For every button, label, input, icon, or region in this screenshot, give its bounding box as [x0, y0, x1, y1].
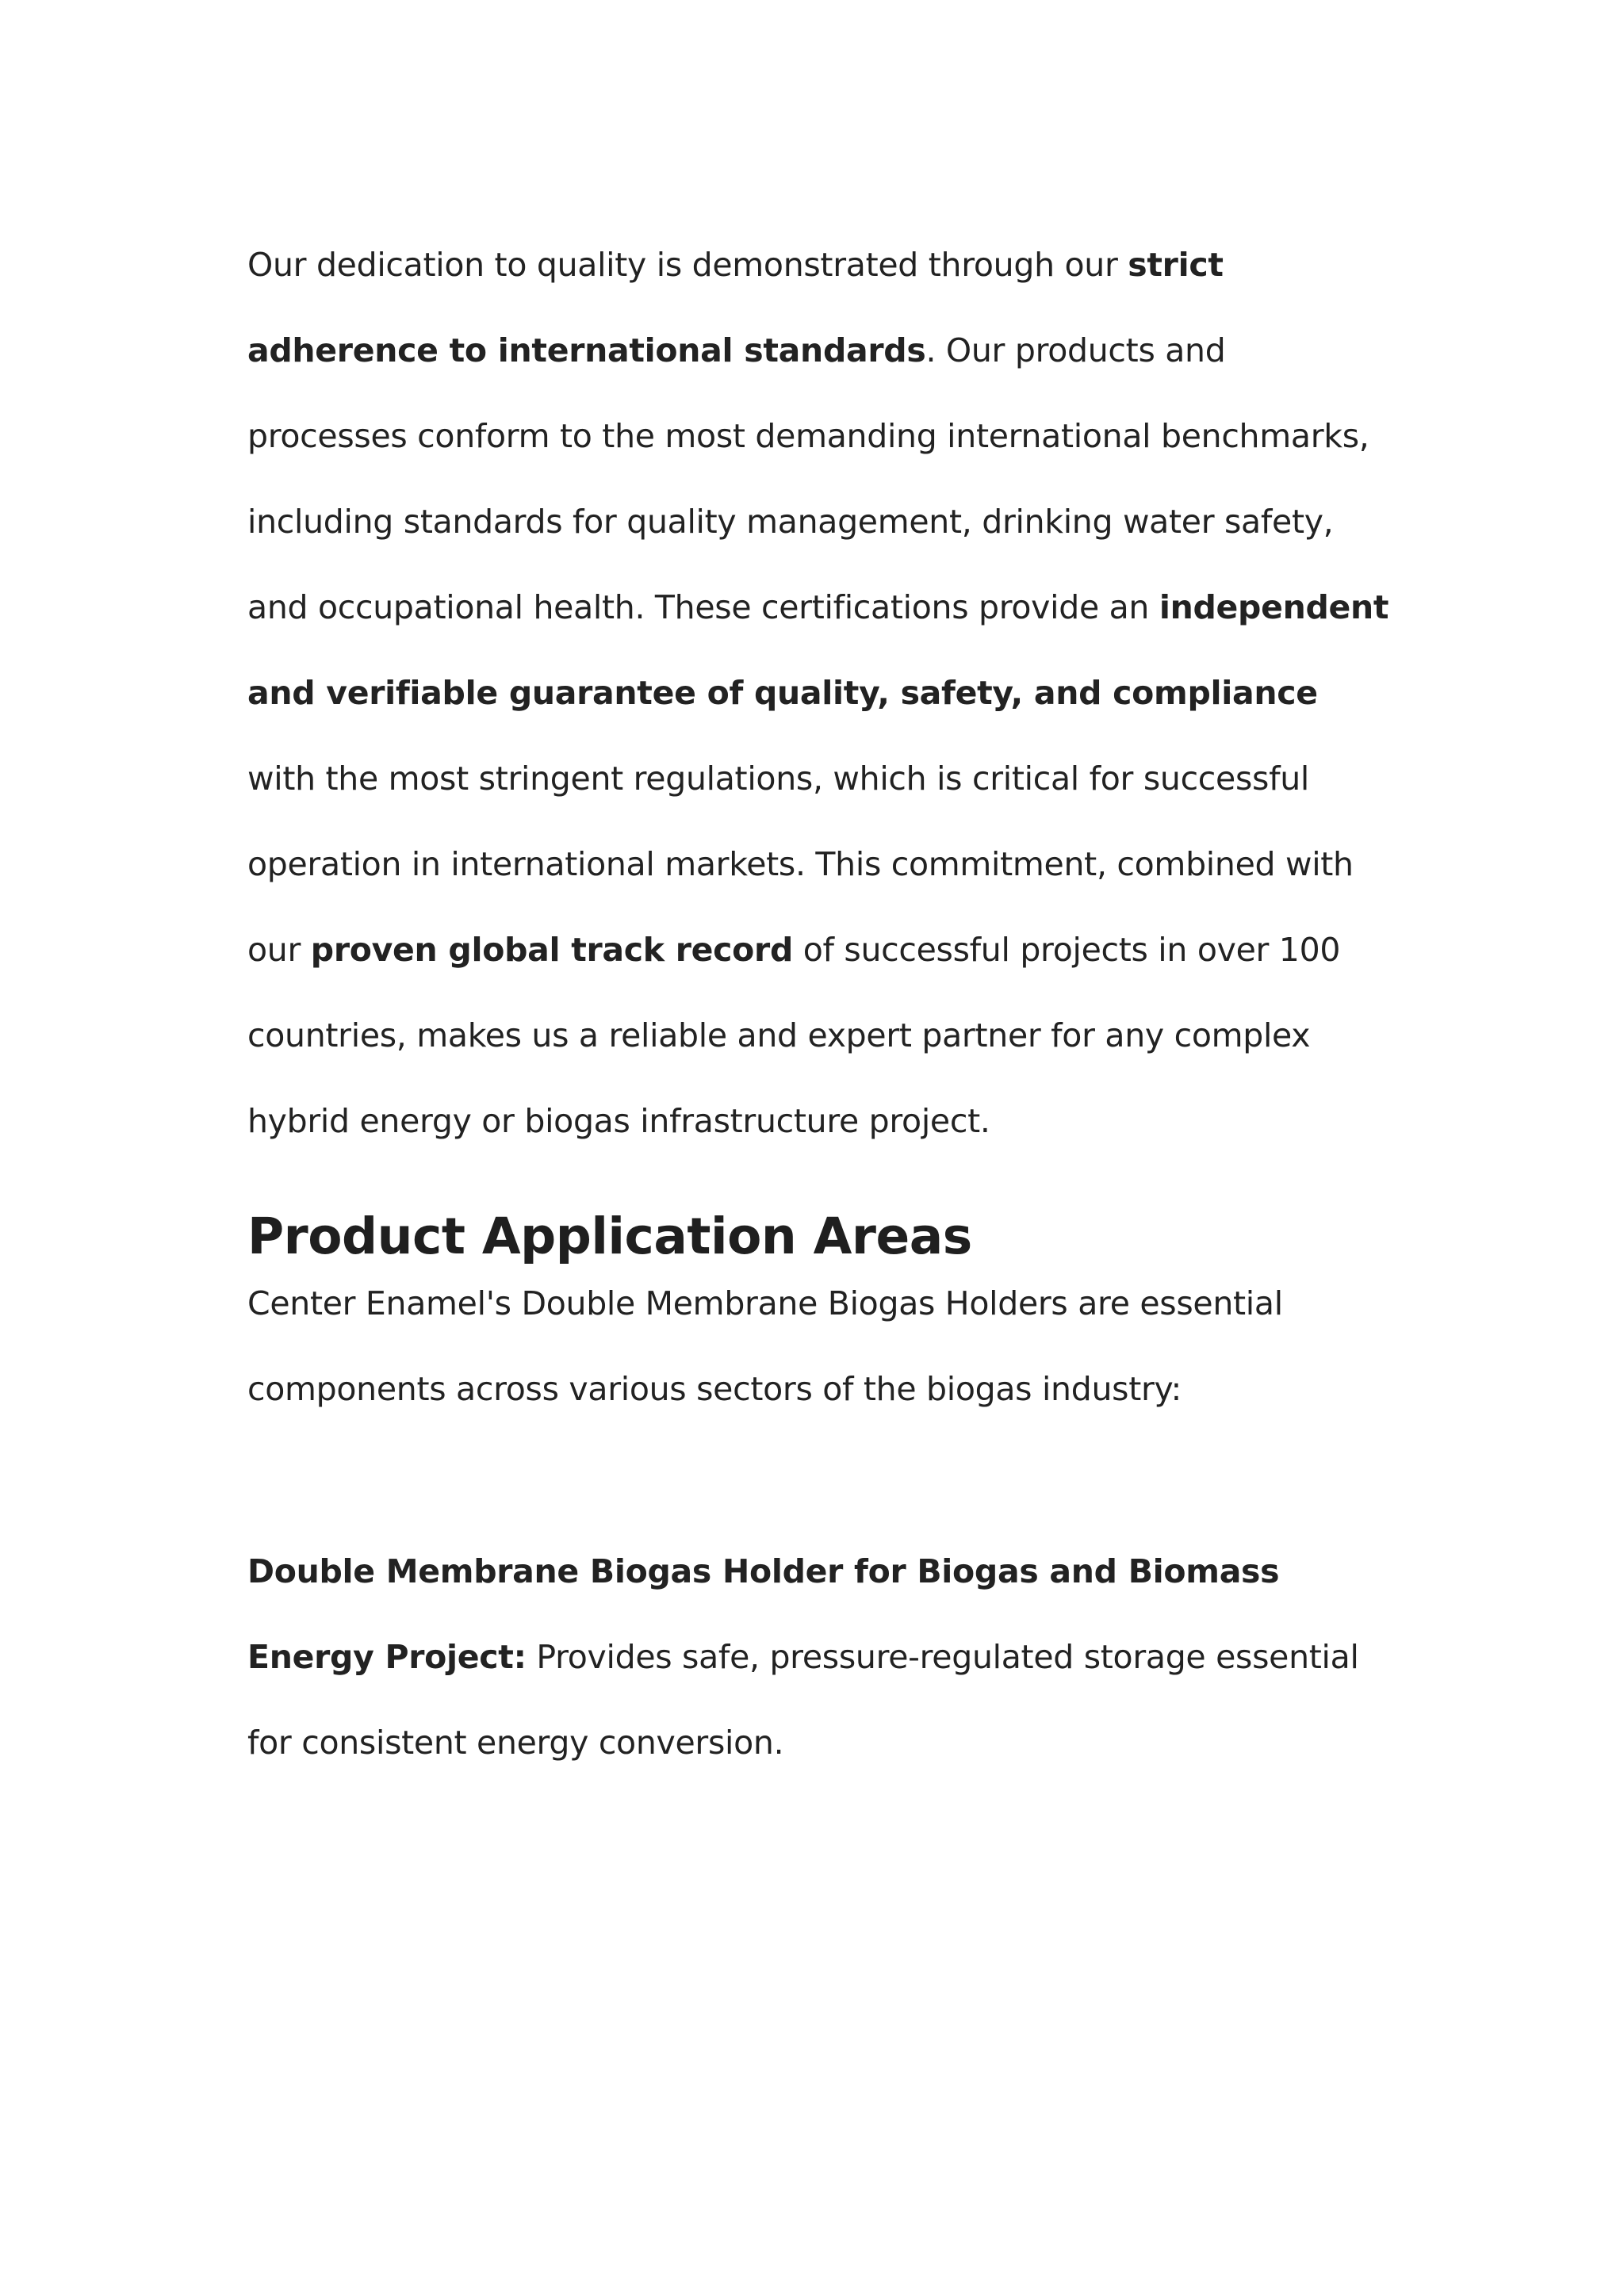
application-item-text: Provides safe, pressure-regulated storage essential for consistent energy conversion. [247, 1638, 1359, 1762]
intro-paragraph [247, 222, 1389, 1164]
section-heading: Product Application Areas [247, 1207, 972, 1265]
intro-bold-track-record: proven global track record [310, 931, 794, 969]
intro-text-2: . Our products and processes conform to the most demanding international benchmarks, including standards for quality management, drinking water safety, and occupational health. These certifications provide an [247, 331, 1369, 626]
intro-bold-standards: strict adherence to international standards [247, 246, 1224, 369]
intro-text-1: Our dedication to quality is demonstrated through our [247, 246, 1128, 284]
application-item [247, 1529, 1389, 1785]
application-item-title: Double Membrane Biogas Holder for Biogas and Biomass Energy Project: [247, 1552, 1280, 1676]
intro-text-4: of successful projects in over 100 countries, makes us a reliable and expert partner for any complex hybrid energy or biogas infrastructure project. [247, 931, 1341, 1140]
intro-text-3: with the most stringent regulations, which is critical for successful operation in international markets. This commitment, combined with our [247, 760, 1354, 969]
section-intro-paragraph: Center Enamel's Double Membrane Biogas Holders are essential components across various sectors of the biogas industry: [247, 1284, 1283, 1408]
intro-bold-guarantee: independent and verifiable guarantee of quality, safety, and compliance [247, 588, 1389, 712]
